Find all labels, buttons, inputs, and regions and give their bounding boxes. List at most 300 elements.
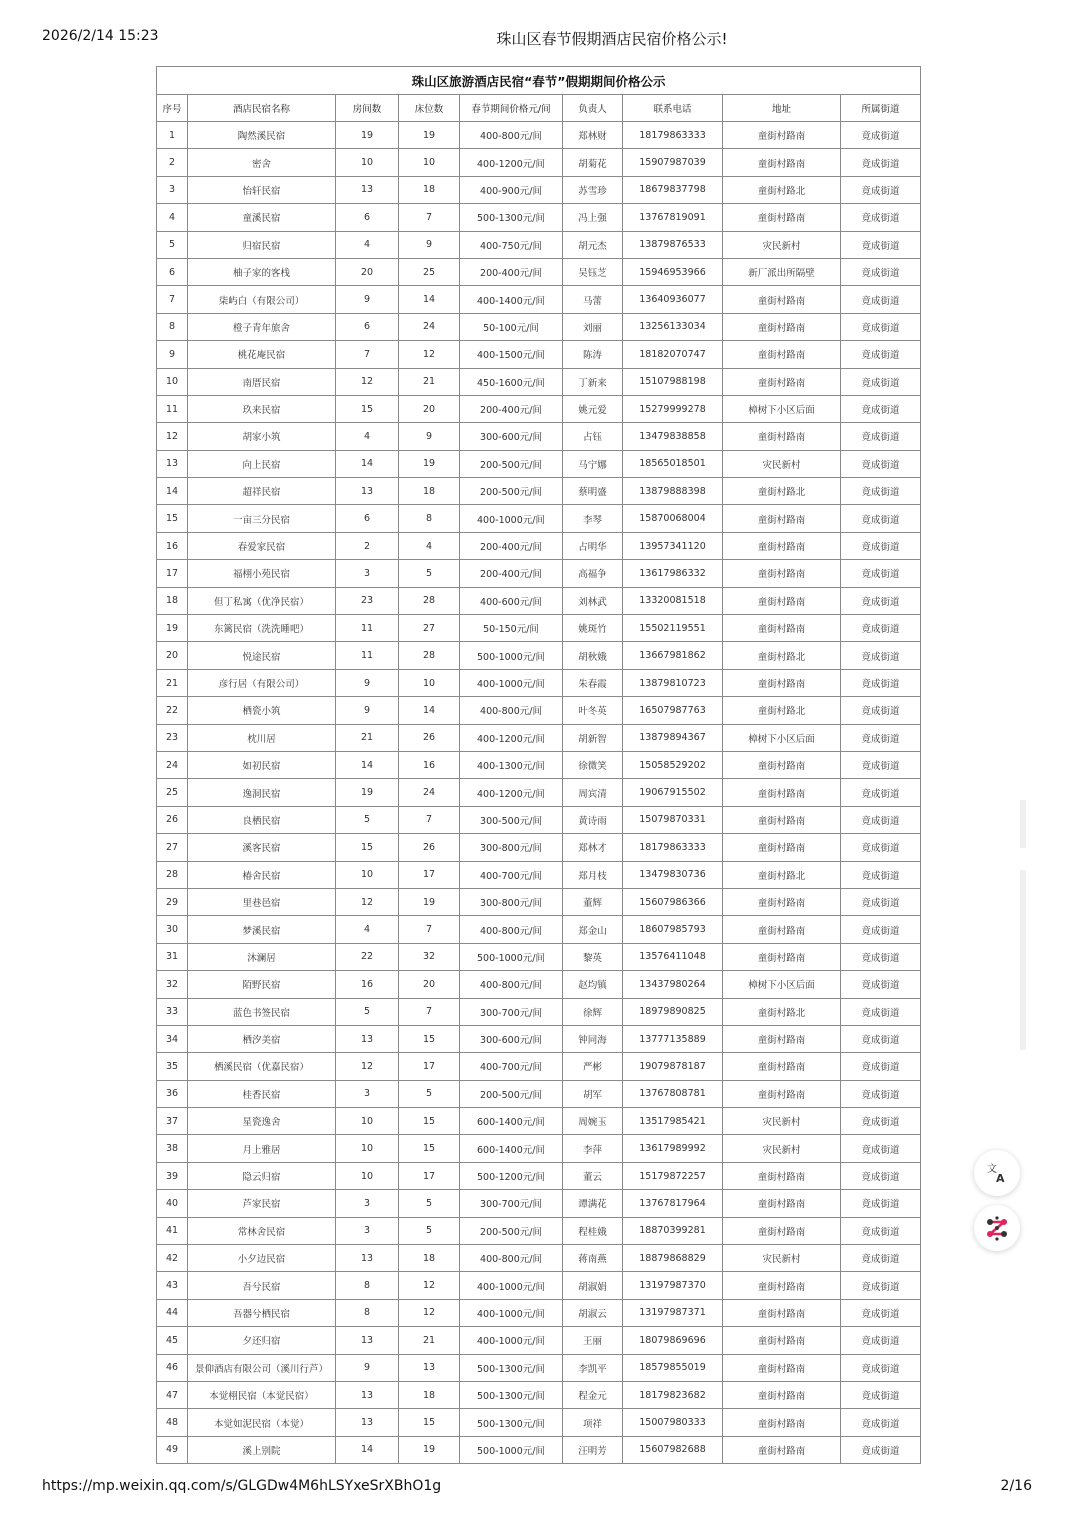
room-count-cell: 9 xyxy=(336,1354,399,1381)
svg-text:A: A xyxy=(996,1172,1005,1185)
subdistrict-cell: 竟成街道 xyxy=(841,204,921,231)
address-cell: 童街村路南 xyxy=(723,368,841,395)
bed-count-cell: 7 xyxy=(399,204,460,231)
room-count-cell: 7 xyxy=(336,341,399,368)
room-count-cell: 13 xyxy=(336,1245,399,1272)
contact-person-cell: 郑林财 xyxy=(563,122,623,149)
lodging-name-cell: 本觉如泥民宿（本觉） xyxy=(188,1409,336,1436)
subdistrict-cell: 竟成街道 xyxy=(841,149,921,176)
holiday-price-cell: 200-500元/间 xyxy=(460,478,563,505)
phone-number-cell: 18879868829 xyxy=(623,1245,723,1272)
phone-number-cell: 13479830736 xyxy=(623,861,723,888)
row-number-cell: 37 xyxy=(157,1108,188,1135)
holiday-price-cell: 400-800元/间 xyxy=(460,697,563,724)
holiday-price-cell: 300-500元/间 xyxy=(460,806,563,833)
holiday-price-cell: 500-1300元/间 xyxy=(460,204,563,231)
bed-count-cell: 5 xyxy=(399,1080,460,1107)
phone-number-cell: 13576411048 xyxy=(623,943,723,970)
contact-person-cell: 叶冬英 xyxy=(563,697,623,724)
subdistrict-cell: 竟成街道 xyxy=(841,1053,921,1080)
bed-count-cell: 16 xyxy=(399,751,460,778)
table-row xyxy=(157,122,921,149)
bed-count-cell: 15 xyxy=(399,1409,460,1436)
page-number: 2/16 xyxy=(1000,1478,1032,1494)
lodging-name-cell: 福栩小苑民宿 xyxy=(188,560,336,587)
room-count-cell: 14 xyxy=(336,751,399,778)
phone-number-cell: 18179863333 xyxy=(623,122,723,149)
subdistrict-cell: 竟成街道 xyxy=(841,1354,921,1381)
row-number-cell: 7 xyxy=(157,286,188,313)
room-count-cell: 5 xyxy=(336,998,399,1025)
contact-person-cell: 谭满花 xyxy=(563,1190,623,1217)
holiday-price-cell: 400-1000元/间 xyxy=(460,669,563,696)
room-count-cell: 6 xyxy=(336,204,399,231)
bed-count-cell: 15 xyxy=(399,1135,460,1162)
subdistrict-cell: 竟成街道 xyxy=(841,176,921,203)
lodging-name-cell: 橙子青年旅舍 xyxy=(188,313,336,340)
address-cell: 童街村路南 xyxy=(723,341,841,368)
subdistrict-cell: 竟成街道 xyxy=(841,231,921,258)
room-count-cell: 13 xyxy=(336,1327,399,1354)
lodging-name-cell: 栖汐美宿 xyxy=(188,1025,336,1052)
lodging-name-cell: 本觉栩民宿（本觉民宿） xyxy=(188,1381,336,1408)
page-url[interactable]: https://mp.weixin.qq.com/s/GLGDw4M6hLSYxeSrXBhO1g xyxy=(42,1478,442,1494)
lodging-name-cell: 东篱民宿（洗洗睡吧） xyxy=(188,615,336,642)
row-number-cell: 2 xyxy=(157,149,188,176)
lodging-name-cell: 栖溪民宿（优嘉民宿） xyxy=(188,1053,336,1080)
address-cell: 童街村路南 xyxy=(723,1299,841,1326)
table-row xyxy=(157,341,921,368)
table-row xyxy=(157,478,921,505)
phone-number-cell: 13879876533 xyxy=(623,231,723,258)
room-count-cell: 4 xyxy=(336,916,399,943)
bed-count-cell: 28 xyxy=(399,642,460,669)
subdistrict-cell: 竟成街道 xyxy=(841,916,921,943)
address-cell: 童街村路南 xyxy=(723,505,841,532)
phone-number-cell: 13617989992 xyxy=(623,1135,723,1162)
lodging-name-cell: 怡轩民宿 xyxy=(188,176,336,203)
row-number-cell: 6 xyxy=(157,258,188,285)
table-row xyxy=(157,587,921,614)
subdistrict-cell: 竟成街道 xyxy=(841,1381,921,1408)
room-count-cell: 3 xyxy=(336,1217,399,1244)
row-number-cell: 40 xyxy=(157,1190,188,1217)
bed-count-cell: 20 xyxy=(399,971,460,998)
table-row xyxy=(157,1272,921,1299)
bed-count-cell: 7 xyxy=(399,916,460,943)
address-cell: 童街村路南 xyxy=(723,888,841,915)
phone-number-cell: 13437980264 xyxy=(623,971,723,998)
lodging-name-cell: 椿舍民宿 xyxy=(188,861,336,888)
table-row xyxy=(157,1217,921,1244)
address-cell: 童街村路北 xyxy=(723,861,841,888)
row-number-cell: 35 xyxy=(157,1053,188,1080)
table-row xyxy=(157,751,921,778)
contact-person-cell: 胡菊花 xyxy=(563,149,623,176)
row-number-cell: 26 xyxy=(157,806,188,833)
subdistrict-cell: 竟成街道 xyxy=(841,1245,921,1272)
bed-count-cell: 5 xyxy=(399,560,460,587)
phone-number-cell: 18979890825 xyxy=(623,998,723,1025)
row-number-cell: 38 xyxy=(157,1135,188,1162)
contact-person-cell: 董云 xyxy=(563,1162,623,1189)
row-number-cell: 13 xyxy=(157,450,188,477)
lodging-name-cell: 吾器兮栖民宿 xyxy=(188,1299,336,1326)
phone-number-cell: 13767817964 xyxy=(623,1190,723,1217)
row-number-cell: 18 xyxy=(157,587,188,614)
holiday-price-cell: 400-1200元/间 xyxy=(460,779,563,806)
contact-person-cell: 周婉玉 xyxy=(563,1108,623,1135)
table-row xyxy=(157,1162,921,1189)
subdistrict-cell: 竟成街道 xyxy=(841,669,921,696)
holiday-price-cell: 600-1400元/间 xyxy=(460,1135,563,1162)
bed-count-cell: 18 xyxy=(399,1381,460,1408)
address-cell: 童街村路南 xyxy=(723,779,841,806)
bed-count-cell: 5 xyxy=(399,1217,460,1244)
subdistrict-cell: 竟成街道 xyxy=(841,560,921,587)
holiday-price-cell: 200-400元/间 xyxy=(460,532,563,559)
row-number-cell: 42 xyxy=(157,1245,188,1272)
lodging-name-cell: 陶然溪民宿 xyxy=(188,122,336,149)
room-count-cell: 22 xyxy=(336,943,399,970)
contact-person-cell: 蔡明盛 xyxy=(563,478,623,505)
table-row xyxy=(157,368,921,395)
column-header: 联系电话 xyxy=(623,95,723,122)
table-row xyxy=(157,176,921,203)
table-row xyxy=(157,615,921,642)
phone-number-cell: 18079869696 xyxy=(623,1327,723,1354)
holiday-price-cell: 400-1000元/间 xyxy=(460,505,563,532)
holiday-price-cell: 400-700元/间 xyxy=(460,861,563,888)
row-number-cell: 43 xyxy=(157,1272,188,1299)
room-count-cell: 16 xyxy=(336,971,399,998)
lodging-name-cell: 栖瓷小筑 xyxy=(188,697,336,724)
subdistrict-cell: 竟成街道 xyxy=(841,286,921,313)
address-cell: 童街村路南 xyxy=(723,806,841,833)
contact-person-cell: 胡军 xyxy=(563,1080,623,1107)
table-row xyxy=(157,313,921,340)
holiday-price-cell: 400-1000元/间 xyxy=(460,1272,563,1299)
table-row xyxy=(157,1190,921,1217)
lodging-name-cell: 密舍 xyxy=(188,149,336,176)
contact-person-cell: 董辉 xyxy=(563,888,623,915)
subdistrict-cell: 竟成街道 xyxy=(841,1162,921,1189)
subdistrict-cell: 竟成街道 xyxy=(841,368,921,395)
column-header: 所属街道 xyxy=(841,95,921,122)
row-number-cell: 5 xyxy=(157,231,188,258)
subdistrict-cell: 竟成街道 xyxy=(841,122,921,149)
row-number-cell: 4 xyxy=(157,204,188,231)
row-number-cell: 11 xyxy=(157,395,188,422)
lodging-name-cell: 但丁私寓（优净民宿） xyxy=(188,587,336,614)
subdistrict-cell: 竟成街道 xyxy=(841,1436,921,1463)
table-row xyxy=(157,231,921,258)
phone-number-cell: 15079870331 xyxy=(623,806,723,833)
contact-person-cell: 高福争 xyxy=(563,560,623,587)
lodging-name-cell: 超祥民宿 xyxy=(188,478,336,505)
lodging-name-cell: 春爱家民宿 xyxy=(188,532,336,559)
room-count-cell: 4 xyxy=(336,231,399,258)
subdistrict-cell: 竟成街道 xyxy=(841,806,921,833)
table-row xyxy=(157,1327,921,1354)
contact-person-cell: 郑月枝 xyxy=(563,861,623,888)
bed-count-cell: 21 xyxy=(399,368,460,395)
holiday-price-cell: 400-1000元/间 xyxy=(460,1299,563,1326)
phone-number-cell: 18607985793 xyxy=(623,916,723,943)
bed-count-cell: 15 xyxy=(399,1108,460,1135)
phone-number-cell: 19067915502 xyxy=(623,779,723,806)
phone-number-cell: 18679837798 xyxy=(623,176,723,203)
address-cell: 童街村路南 xyxy=(723,1217,841,1244)
row-number-cell: 20 xyxy=(157,642,188,669)
subdistrict-cell: 竟成街道 xyxy=(841,642,921,669)
room-count-cell: 13 xyxy=(336,1381,399,1408)
address-cell: 童街村路南 xyxy=(723,1162,841,1189)
row-number-cell: 9 xyxy=(157,341,188,368)
phone-number-cell: 13777135889 xyxy=(623,1025,723,1052)
contact-person-cell: 黎英 xyxy=(563,943,623,970)
row-number-cell: 49 xyxy=(157,1436,188,1463)
address-cell: 灾民新村 xyxy=(723,1245,841,1272)
contact-person-cell: 刘丽 xyxy=(563,313,623,340)
holiday-price-cell: 200-400元/间 xyxy=(460,258,563,285)
bed-count-cell: 25 xyxy=(399,258,460,285)
row-number-cell: 23 xyxy=(157,724,188,751)
bed-count-cell: 5 xyxy=(399,1190,460,1217)
contact-person-cell: 朱春霞 xyxy=(563,669,623,696)
row-number-cell: 33 xyxy=(157,998,188,1025)
subdistrict-cell: 竟成街道 xyxy=(841,834,921,861)
phone-number-cell: 15107988198 xyxy=(623,368,723,395)
bed-count-cell: 14 xyxy=(399,697,460,724)
phone-number-cell: 19079878187 xyxy=(623,1053,723,1080)
phone-number-cell: 13517985421 xyxy=(623,1108,723,1135)
address-cell: 童街村路南 xyxy=(723,1272,841,1299)
contact-person-cell: 胡淑云 xyxy=(563,1299,623,1326)
subdistrict-cell: 竟成街道 xyxy=(841,751,921,778)
holiday-price-cell: 50-100元/间 xyxy=(460,313,563,340)
row-number-cell: 10 xyxy=(157,368,188,395)
lodging-name-cell: 溪上别院 xyxy=(188,1436,336,1463)
contact-person-cell: 占明华 xyxy=(563,532,623,559)
table-row xyxy=(157,669,921,696)
address-cell: 童街村路南 xyxy=(723,204,841,231)
row-number-cell: 15 xyxy=(157,505,188,532)
room-count-cell: 9 xyxy=(336,697,399,724)
table-row xyxy=(157,1025,921,1052)
address-cell: 樟树下小区后面 xyxy=(723,395,841,422)
subdistrict-cell: 竟成街道 xyxy=(841,615,921,642)
lodging-name-cell: 玖来民宿 xyxy=(188,395,336,422)
lodging-name-cell: 桂香民宿 xyxy=(188,1080,336,1107)
subdistrict-cell: 竟成街道 xyxy=(841,395,921,422)
translate-button[interactable] xyxy=(974,1150,1020,1196)
phone-number-cell: 13879888398 xyxy=(623,478,723,505)
table-row xyxy=(157,450,921,477)
contact-person-cell: 姚元爱 xyxy=(563,395,623,422)
phone-number-cell: 18182070747 xyxy=(623,341,723,368)
bed-count-cell: 9 xyxy=(399,423,460,450)
row-number-cell: 24 xyxy=(157,751,188,778)
table-row xyxy=(157,916,921,943)
table-caption: 珠山区旅游酒店民宿“春节”假期期间价格公示 xyxy=(157,67,921,95)
holiday-price-cell: 300-800元/间 xyxy=(460,834,563,861)
address-cell: 童街村路南 xyxy=(723,532,841,559)
table-row xyxy=(157,998,921,1025)
holiday-price-cell: 50-150元/间 xyxy=(460,615,563,642)
table-row xyxy=(157,532,921,559)
room-count-cell: 6 xyxy=(336,313,399,340)
contact-person-cell: 陈涛 xyxy=(563,341,623,368)
phone-number-cell: 13667981862 xyxy=(623,642,723,669)
room-count-cell: 9 xyxy=(336,286,399,313)
contact-person-cell: 徐微笑 xyxy=(563,751,623,778)
contact-person-cell: 黄诗雨 xyxy=(563,806,623,833)
room-count-cell: 8 xyxy=(336,1299,399,1326)
table-row xyxy=(157,1354,921,1381)
room-count-cell: 13 xyxy=(336,478,399,505)
row-number-cell: 16 xyxy=(157,532,188,559)
table-row xyxy=(157,1080,921,1107)
room-count-cell: 14 xyxy=(336,450,399,477)
address-cell: 童街村路南 xyxy=(723,1354,841,1381)
holiday-price-cell: 300-700元/间 xyxy=(460,1190,563,1217)
phone-number-cell: 18179863333 xyxy=(623,834,723,861)
bed-count-cell: 18 xyxy=(399,176,460,203)
room-count-cell: 19 xyxy=(336,122,399,149)
holiday-price-cell: 400-1500元/间 xyxy=(460,341,563,368)
bed-count-cell: 24 xyxy=(399,313,460,340)
room-count-cell: 9 xyxy=(336,669,399,696)
contact-person-cell: 蒋南燕 xyxy=(563,1245,623,1272)
table-row xyxy=(157,779,921,806)
print-datetime: 2026/2/14 15:23 xyxy=(42,28,159,44)
holiday-price-cell: 450-1600元/间 xyxy=(460,368,563,395)
nodes-button[interactable] xyxy=(974,1205,1020,1251)
address-cell: 灾民新村 xyxy=(723,1108,841,1135)
room-count-cell: 13 xyxy=(336,1409,399,1436)
subdistrict-cell: 竟成街道 xyxy=(841,450,921,477)
bed-count-cell: 32 xyxy=(399,943,460,970)
row-number-cell: 27 xyxy=(157,834,188,861)
room-count-cell: 5 xyxy=(336,806,399,833)
column-header: 序号 xyxy=(157,95,188,122)
phone-number-cell: 15607986366 xyxy=(623,888,723,915)
bed-count-cell: 18 xyxy=(399,478,460,505)
contact-person-cell: 周宾清 xyxy=(563,779,623,806)
address-cell: 童街村路南 xyxy=(723,1409,841,1436)
phone-number-cell: 15870068004 xyxy=(623,505,723,532)
bed-count-cell: 19 xyxy=(399,122,460,149)
phone-number-cell: 13957341120 xyxy=(623,532,723,559)
lodging-name-cell: 夕还归宿 xyxy=(188,1327,336,1354)
row-number-cell: 29 xyxy=(157,888,188,915)
subdistrict-cell: 竟成街道 xyxy=(841,1190,921,1217)
holiday-price-cell: 200-400元/间 xyxy=(460,560,563,587)
phone-number-cell: 13320081518 xyxy=(623,587,723,614)
row-number-cell: 17 xyxy=(157,560,188,587)
phone-number-cell: 15607982688 xyxy=(623,1436,723,1463)
room-count-cell: 3 xyxy=(336,560,399,587)
subdistrict-cell: 竟成街道 xyxy=(841,587,921,614)
subdistrict-cell: 竟成街道 xyxy=(841,1108,921,1135)
lodging-name-cell: 悦途民宿 xyxy=(188,642,336,669)
bed-count-cell: 17 xyxy=(399,1053,460,1080)
room-count-cell: 19 xyxy=(336,779,399,806)
address-cell: 童街村路南 xyxy=(723,1381,841,1408)
table-row xyxy=(157,560,921,587)
room-count-cell: 15 xyxy=(336,395,399,422)
contact-person-cell: 徐辉 xyxy=(563,998,623,1025)
contact-person-cell: 姚斑竹 xyxy=(563,615,623,642)
bed-count-cell: 13 xyxy=(399,1354,460,1381)
phone-number-cell: 18870399281 xyxy=(623,1217,723,1244)
phone-number-cell: 13479838858 xyxy=(623,423,723,450)
contact-person-cell: 冯上强 xyxy=(563,204,623,231)
holiday-price-cell: 300-600元/间 xyxy=(460,1025,563,1052)
phone-number-cell: 15007980333 xyxy=(623,1409,723,1436)
table-row xyxy=(157,258,921,285)
contact-person-cell: 王丽 xyxy=(563,1327,623,1354)
holiday-price-cell: 400-800元/间 xyxy=(460,916,563,943)
table-row xyxy=(157,834,921,861)
lodging-name-cell: 月上雅居 xyxy=(188,1135,336,1162)
table-row xyxy=(157,286,921,313)
contact-person-cell: 李萍 xyxy=(563,1135,623,1162)
table-row xyxy=(157,1381,921,1408)
contact-person-cell: 李凯平 xyxy=(563,1354,623,1381)
address-cell: 童街村路南 xyxy=(723,1053,841,1080)
phone-number-cell: 15179872257 xyxy=(623,1162,723,1189)
row-number-cell: 25 xyxy=(157,779,188,806)
bed-count-cell: 26 xyxy=(399,834,460,861)
holiday-price-cell: 500-1000元/间 xyxy=(460,943,563,970)
contact-person-cell: 程金元 xyxy=(563,1381,623,1408)
room-count-cell: 12 xyxy=(336,368,399,395)
room-count-cell: 13 xyxy=(336,1025,399,1052)
bed-count-cell: 19 xyxy=(399,888,460,915)
contact-person-cell: 胡元杰 xyxy=(563,231,623,258)
lodging-name-cell: 梦溪民宿 xyxy=(188,916,336,943)
address-cell: 樟树下小区后面 xyxy=(723,724,841,751)
holiday-price-cell: 500-1200元/间 xyxy=(460,1162,563,1189)
row-number-cell: 19 xyxy=(157,615,188,642)
lodging-name-cell: 小夕边民宿 xyxy=(188,1245,336,1272)
address-cell: 童街村路南 xyxy=(723,1436,841,1463)
subdistrict-cell: 竟成街道 xyxy=(841,1299,921,1326)
phone-number-cell: 13879894367 xyxy=(623,724,723,751)
translate-icon xyxy=(985,1161,1009,1185)
bed-count-cell: 8 xyxy=(399,505,460,532)
phone-number-cell: 18179823682 xyxy=(623,1381,723,1408)
table-row xyxy=(157,642,921,669)
bed-count-cell: 15 xyxy=(399,1025,460,1052)
row-number-cell: 45 xyxy=(157,1327,188,1354)
phone-number-cell: 13640936077 xyxy=(623,286,723,313)
phone-number-cell: 15907987039 xyxy=(623,149,723,176)
subdistrict-cell: 竟成街道 xyxy=(841,971,921,998)
row-number-cell: 21 xyxy=(157,669,188,696)
address-cell: 灾民新村 xyxy=(723,1135,841,1162)
contact-person-cell: 占钰 xyxy=(563,423,623,450)
phone-number-cell: 13767819091 xyxy=(623,204,723,231)
contact-person-cell: 严彬 xyxy=(563,1053,623,1080)
phone-number-cell: 18565018501 xyxy=(623,450,723,477)
address-cell: 童街村路北 xyxy=(723,642,841,669)
table-row xyxy=(157,1053,921,1080)
room-count-cell: 3 xyxy=(336,1080,399,1107)
subdistrict-cell: 竟成街道 xyxy=(841,1272,921,1299)
